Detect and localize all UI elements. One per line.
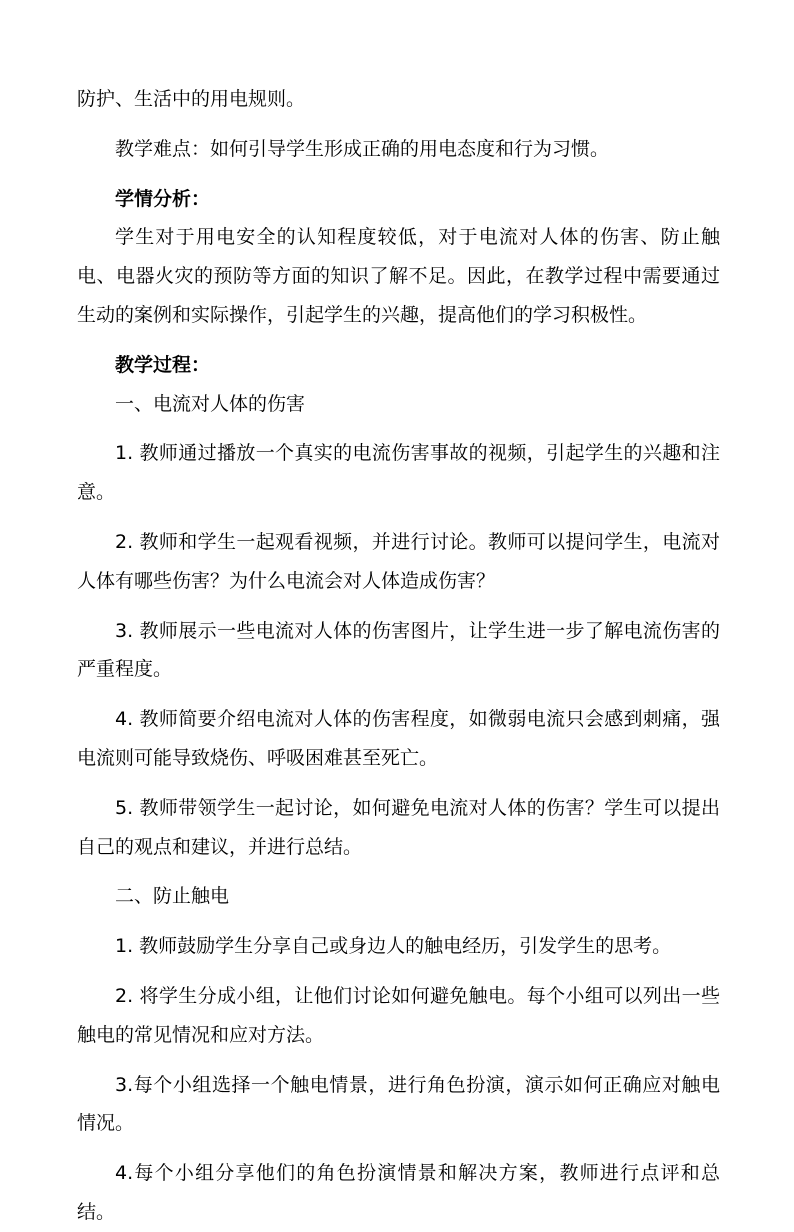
section1-item: 4. 教师简要介绍电流对人体的伤害程度，如微弱电流只会感到刺痛，强电流则可能导致烧伤、呼吸困难甚至死亡。 [77,708,720,769]
analysis-paragraph: 学生对于用电安全的认知程度较低，对于电流对人体的伤害、防止触电、电器火灾的预防等方面的知识了解不足。因此，在教学过程中需要通过生动的案例和实际操作，引起学生的兴趣，提高他们的学习积极性。 [77,226,720,326]
section2-item: 3.每个小组选择一个触电情景，进行角色扮演，演示如何正确应对触电情况。 [77,1073,720,1135]
section1-item: 1. 教师通过播放一个真实的电流伤害事故的视频，引起学生的兴趣和注意。 [77,442,720,504]
section2-title: 二、防止触电 [115,885,230,908]
section2-item: 2. 将学生分成小组，让他们讨论如何避免触电。每个小组可以列出一些触电的常见情况和应对方法。 [77,984,720,1046]
analysis-heading: 学情分析： [115,187,211,210]
section1-title: 一、电流对人体的伤害 [115,392,306,415]
section1-item: 5. 教师带领学生一起讨论，如何避免电流对人体的伤害？学生可以提出自己的观点和建议，并进行总结。 [77,796,720,858]
continued-line: 防护、生活中的用电规则。 [77,88,306,110]
section1-item: 3. 教师展示一些电流对人体的伤害图片，让学生进一步了解电流伤害的严重程度。 [77,619,720,681]
process-heading: 教学过程： [115,353,211,376]
section2-item: 4.每个小组分享他们的角色扮演情景和解决方案，教师进行点评和总结。 [77,1162,720,1223]
section1-item: 2. 教师和学生一起观看视频，并进行讨论。教师可以提问学生，电流对人体有哪些伤害？为什么电流会对人体造成伤害？ [77,530,720,592]
section2-item: 1. 教师鼓励学生分享自己或身边人的触电经历，引发学生的思考。 [115,935,672,958]
document-page [77,80,720,1232]
teaching-difficulty: 教学难点：如何引导学生形成正确的用电态度和行为习惯。 [115,137,610,160]
